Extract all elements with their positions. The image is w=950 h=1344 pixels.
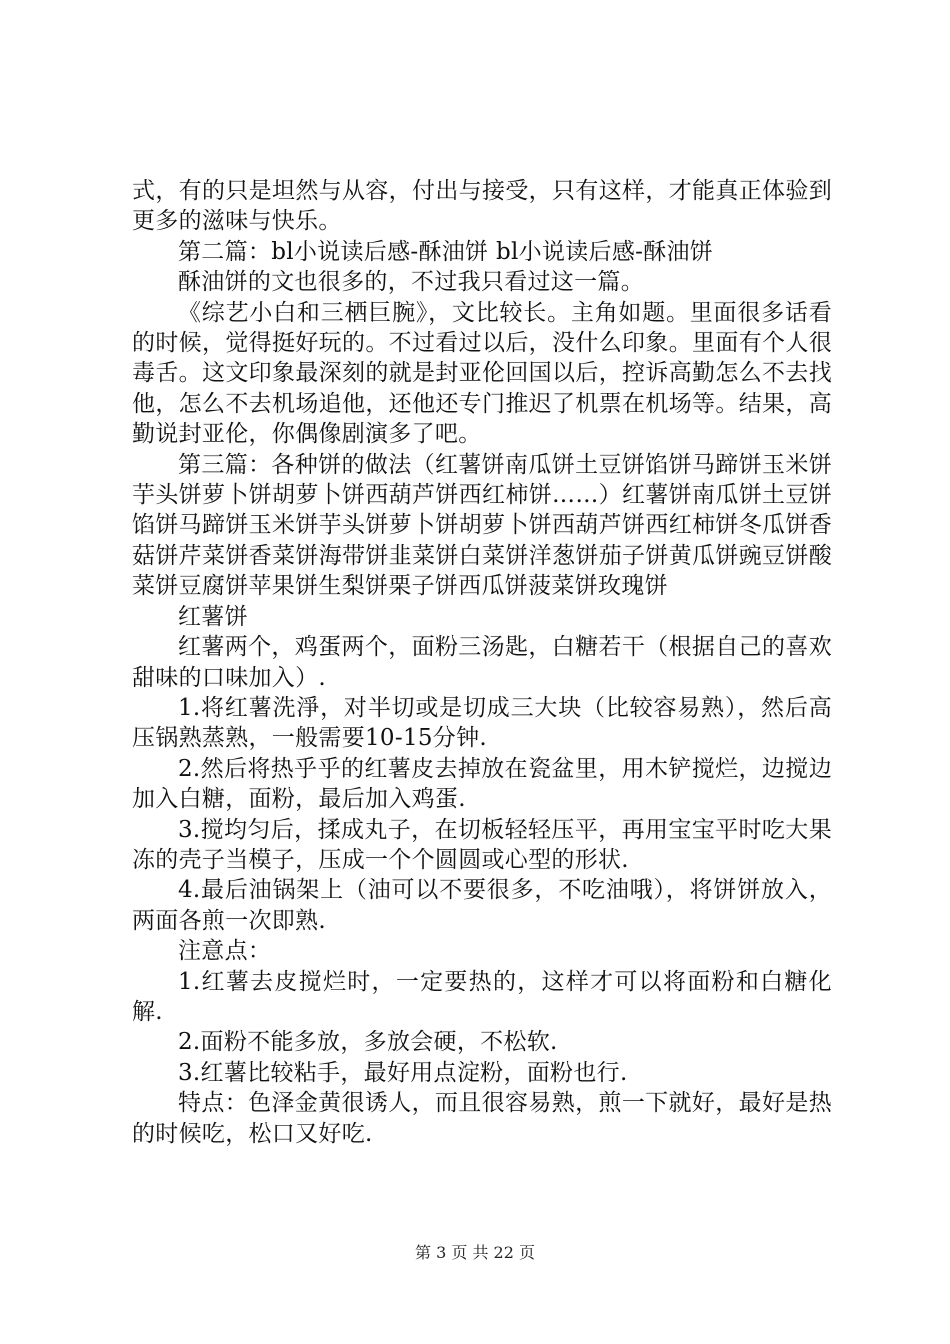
recipe-step: 1.将红薯洗淨，对半切或是切成三大块（比较容易熟），然后高压锅熟蒸熟，一般需要10-15分钟. — [132, 694, 832, 752]
note-item: 1.红薯去皮搅烂时，一定要热的，这样才可以将面粉和白糖化解. — [132, 968, 832, 1025]
document-body — [132, 176, 832, 1149]
recipe-title: 红薯饼 — [178, 603, 248, 630]
paragraph-continuation: 式，有的只是坦然与从容，付出与接受，只有这样，才能真正体验到更多的滋味与快乐。 — [132, 178, 832, 235]
note-item: 3.红薯比较粘手，最好用点淀粉，面粉也行. — [178, 1059, 628, 1086]
notes-heading: 注意点： — [178, 938, 272, 965]
paragraph: 酥油饼的文也很多的，不过我只看过这一篇。 — [178, 269, 644, 296]
page-footer: 第 3 页 共 22 页 — [415, 1243, 535, 1262]
features-paragraph: 特点：色泽金黄很诱人，而且很容易熟，煎一下就好，最好是热的时候吃，松口又好吃. — [132, 1090, 832, 1147]
recipe-step: 4.最后油锅架上（油可以不要很多，不吃油哦），将饼饼放入，两面各煎一次即熟. — [132, 877, 832, 934]
section-heading-3: 第三篇：各种饼的做法（红薯饼南瓜饼土豆饼馅饼马蹄饼玉米饼芋头饼萝卜饼胡萝卜饼西葫芦饼西红柿饼……）红薯饼南瓜饼土豆饼馅饼马蹄饼玉米饼芋头饼萝卜饼胡萝卜饼西葫芦饼西红柿饼冬瓜饼香菇饼芹菜饼香菜饼海带饼韭菜饼白菜饼洋葱饼茄子饼黄瓜饼豌豆饼酸菜饼豆腐饼苹果饼生梨饼栗子饼西瓜饼菠菜饼玫瑰饼 — [132, 451, 832, 600]
note-item: 2.面粉不能多放，多放会硬，不松软. — [178, 1029, 558, 1056]
section-heading-2: 第二篇：bl小说读后感-酥油饼 bl小说读后感-酥油饼 — [178, 238, 714, 265]
recipe-ingredients: 红薯两个，鸡蛋两个，面粉三汤匙，白糖若干（根据自己的喜欢甜味的口味加入）. — [132, 634, 832, 691]
paragraph: 《综艺小白和三栖巨腕》，文比较长。主角如题。里面很多话看的时候，觉得挺好玩的。不过看过以后，没什么印象。里面有个人很毒舌。这文印象最深刻的就是封亚伦回国以后，控诉高勤怎么不去找他，怎么不去机场追他，还他还专门推迟了机票在机场等。结果，高勤说封亚伦，你偶像剧演多了吧。 — [132, 299, 832, 448]
recipe-step: 2.然后将热乎乎的红薯皮去掉放在瓷盆里，用木铲搅烂，边搅边加入白糖，面粉，最后加入鸡蛋. — [132, 755, 832, 813]
recipe-step: 3.搅均匀后，揉成丸子，在切板轻轻压平，再用宝宝平时吃大果冻的壳子当模子，压成一个个圆圆或心型的形状. — [132, 816, 832, 873]
